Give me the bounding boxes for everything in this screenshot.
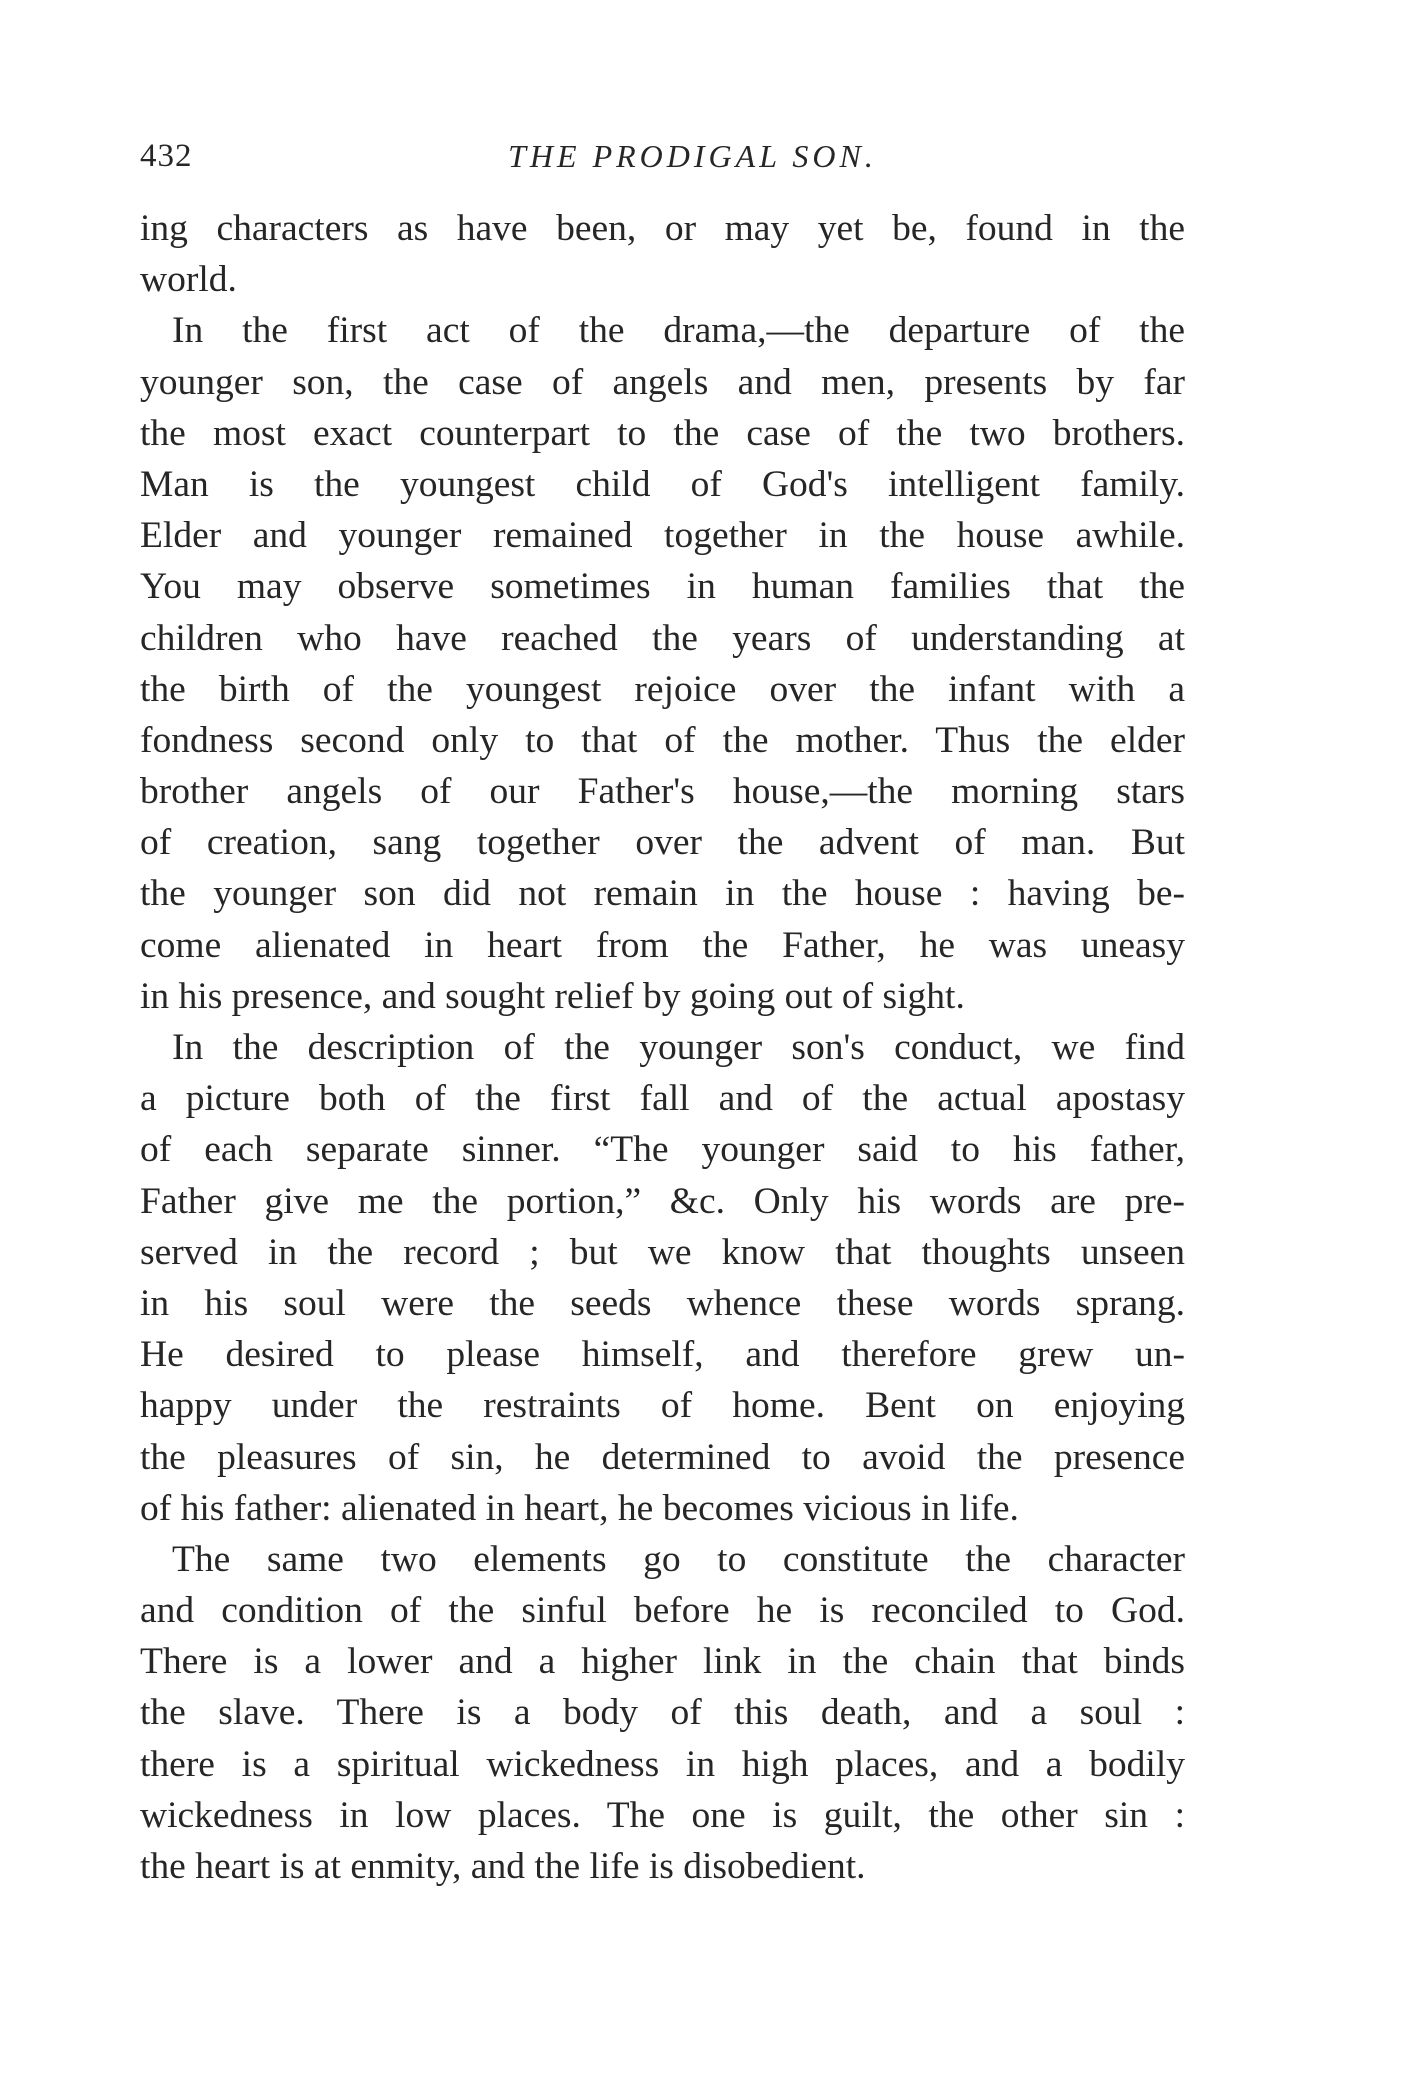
text-line: happy under the restraints of home. Bent on enjoying: [140, 1385, 1185, 1427]
text-line: the most exact counterpart to the case of the two brothers.: [140, 412, 1185, 454]
text-line: come alienated in heart from the Father, he was uneasy: [140, 924, 1185, 966]
text-line: In the first act of the drama,—the departure of the: [172, 310, 1185, 352]
page-header: [140, 138, 1185, 180]
text-line: fondness second only to that of the mother. Thus the elder: [140, 719, 1185, 761]
text-line: world.: [140, 259, 237, 301]
text-line: of his father: alienated in heart, he becomes vicious in life.: [140, 1487, 1019, 1529]
page-number: 432: [140, 138, 193, 174]
text-line: served in the record ; but we know that thoughts unseen: [140, 1231, 1185, 1273]
text-line: ing characters as have been, or may yet be, found in the: [140, 208, 1185, 249]
text-line: of each separate sinner. “The younger said to his father,: [140, 1129, 1185, 1171]
text-line: the pleasures of sin, he determined to avoid the presence: [140, 1436, 1185, 1478]
text-line: Father give me the portion,” &c. Only his words are pre-: [140, 1180, 1185, 1222]
text-line: In the description of the younger son's conduct, we find: [172, 1027, 1185, 1068]
text-line: wickedness in low places. The one is guilt, the other sin :: [140, 1794, 1185, 1836]
text-line: of creation, sang together over the advent of man. But: [140, 822, 1185, 864]
text-line: You may observe sometimes in human families that the: [140, 566, 1185, 608]
text-line: the younger son did not remain in the house : having be-: [140, 873, 1185, 915]
text-line: brother angels of our Father's house,—the morning stars: [140, 771, 1185, 813]
text-line: There is a lower and a higher link in the chain that binds: [140, 1641, 1185, 1683]
text-line: He desired to please himself, and therefore grew un-: [140, 1334, 1185, 1376]
text-line: the slave. There is a body of this death, and a soul :: [140, 1692, 1185, 1734]
text-line: and condition of the sinful before he is reconciled to God.: [140, 1590, 1185, 1632]
text-line: a picture both of the first fall and of the actual apostasy: [140, 1078, 1185, 1120]
text-line: the birth of the youngest rejoice over the infant with a: [140, 668, 1185, 710]
text-line: younger son, the case of angels and men, presents by far: [140, 361, 1185, 403]
text-line: Man is the youngest child of God's intelligent family.: [140, 463, 1185, 505]
text-line: Elder and younger remained together in the house awhile.: [140, 515, 1185, 557]
text-line: there is a spiritual wickedness in high places, and a bodily: [140, 1743, 1185, 1785]
body-text: [140, 203, 1185, 1892]
text-line: in his soul were the seeds whence these words sprang.: [140, 1282, 1185, 1324]
text-line: The same two elements go to constitute the character: [172, 1538, 1185, 1580]
running-head: THE PRODIGAL SON.: [508, 138, 877, 174]
text-line: the heart is at enmity, and the life is disobedient.: [140, 1846, 866, 1887]
text-line: in his presence, and sought relief by going out of sight.: [140, 975, 965, 1017]
text-line: children who have reached the years of understanding at: [140, 617, 1185, 659]
